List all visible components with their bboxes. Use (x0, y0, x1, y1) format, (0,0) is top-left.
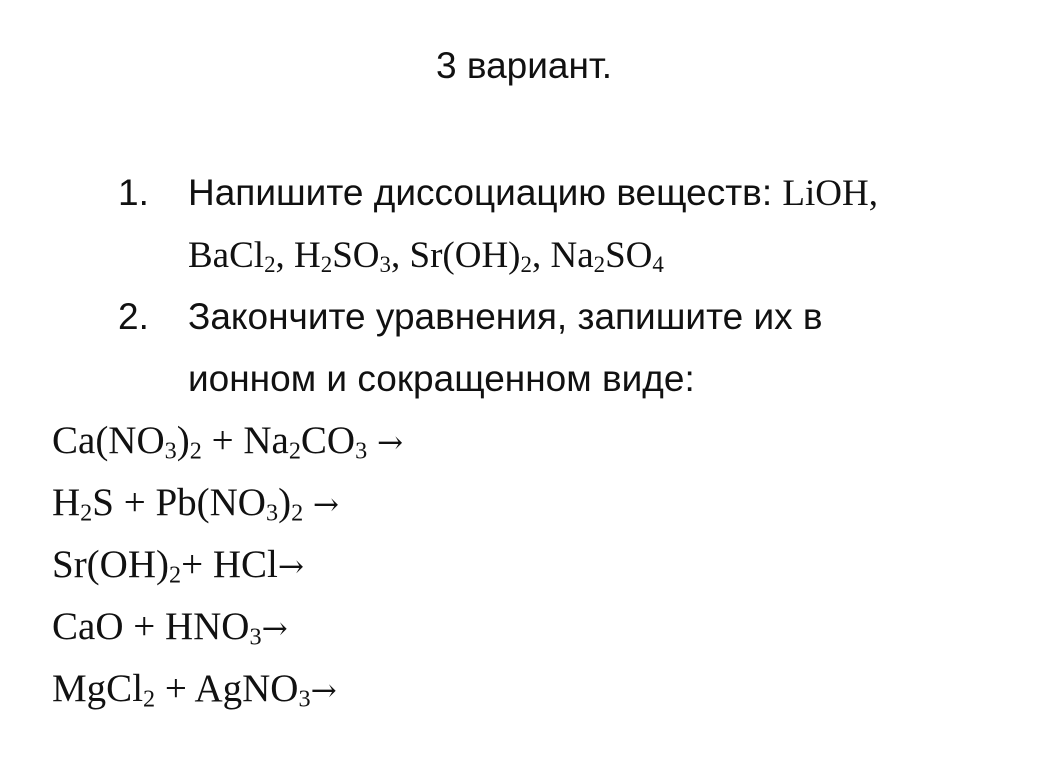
formula-part: Sr(OH) (409, 235, 521, 276)
eq-part: MgCl (52, 667, 144, 710)
subscript: 3 (379, 252, 392, 278)
eq-part: Ca(NO (52, 419, 165, 462)
subscript: 3 (265, 499, 279, 527)
arrow-icon: → (277, 549, 304, 585)
eq-part: ) (176, 419, 190, 462)
task-2-body (188, 286, 988, 410)
task-1-body (188, 162, 988, 287)
task-1-number: 1. (118, 172, 149, 213)
equation-2 (52, 481, 340, 527)
comma: , (275, 235, 285, 276)
task-1-line-1 (188, 162, 988, 225)
formula-part: H (294, 235, 321, 276)
formula-part: Na (550, 235, 594, 276)
subscript: 3 (164, 437, 177, 465)
equation-4 (52, 605, 288, 651)
arrow-icon: → (376, 425, 404, 461)
subscript: 2 (291, 499, 304, 527)
subscript: 2 (288, 437, 301, 465)
eq-part: ) (278, 481, 292, 524)
formula-h2so3 (294, 235, 391, 276)
comma: , (868, 173, 878, 214)
formula-part: BaCl (188, 235, 265, 276)
subscript: 2 (593, 252, 606, 278)
eq-part: S + Pb(NO (92, 481, 266, 524)
task-2-line-1: Закончите уравнения, запишите их в (188, 296, 823, 337)
eq-part: + AgNO (155, 667, 299, 710)
task-2-line-2: ионном и сокращенном виде: (188, 358, 695, 399)
comma: , (391, 235, 401, 276)
subscript: 3 (298, 685, 311, 713)
subscript: 3 (249, 623, 262, 651)
equation-1 (52, 419, 404, 465)
eq-part: Sr(OH) (52, 543, 169, 586)
subscript: 2 (143, 685, 156, 713)
formula-sroh2 (410, 235, 532, 276)
formula-bacl2 (188, 235, 276, 276)
task-1 (118, 162, 998, 286)
subscript: 4 (652, 252, 664, 278)
task-1-text: Напишите диссоциацию веществ: (188, 172, 773, 213)
eq-part: H (52, 481, 81, 524)
arrow-icon: → (310, 673, 337, 709)
subscript: 2 (189, 437, 202, 465)
subscript: 2 (320, 252, 333, 278)
formula-part: SO (605, 235, 653, 276)
subscript: 2 (264, 252, 276, 278)
eq-part: CO (300, 419, 356, 462)
equation-5 (52, 667, 337, 713)
formula-lioh: LiOH (782, 173, 869, 214)
comma: , (531, 235, 542, 276)
eq-part: CaO + HNO (52, 605, 250, 648)
arrow-icon: → (312, 487, 340, 523)
formula-part: SO (332, 235, 380, 276)
arrow-icon: → (261, 611, 288, 647)
eq-part: + HCl (181, 543, 278, 586)
task-1-line-2 (188, 225, 988, 287)
eq-part: + Na (201, 419, 289, 462)
formula-na2so4 (550, 235, 663, 276)
task-2 (118, 286, 998, 410)
subscript: 3 (355, 437, 368, 465)
task-2-number: 2. (118, 296, 149, 337)
slide-title: 3 вариант. (435, 45, 613, 86)
subscript: 2 (520, 252, 532, 278)
equation-3 (52, 543, 304, 589)
subscript: 2 (80, 499, 93, 527)
subscript: 2 (168, 561, 182, 589)
